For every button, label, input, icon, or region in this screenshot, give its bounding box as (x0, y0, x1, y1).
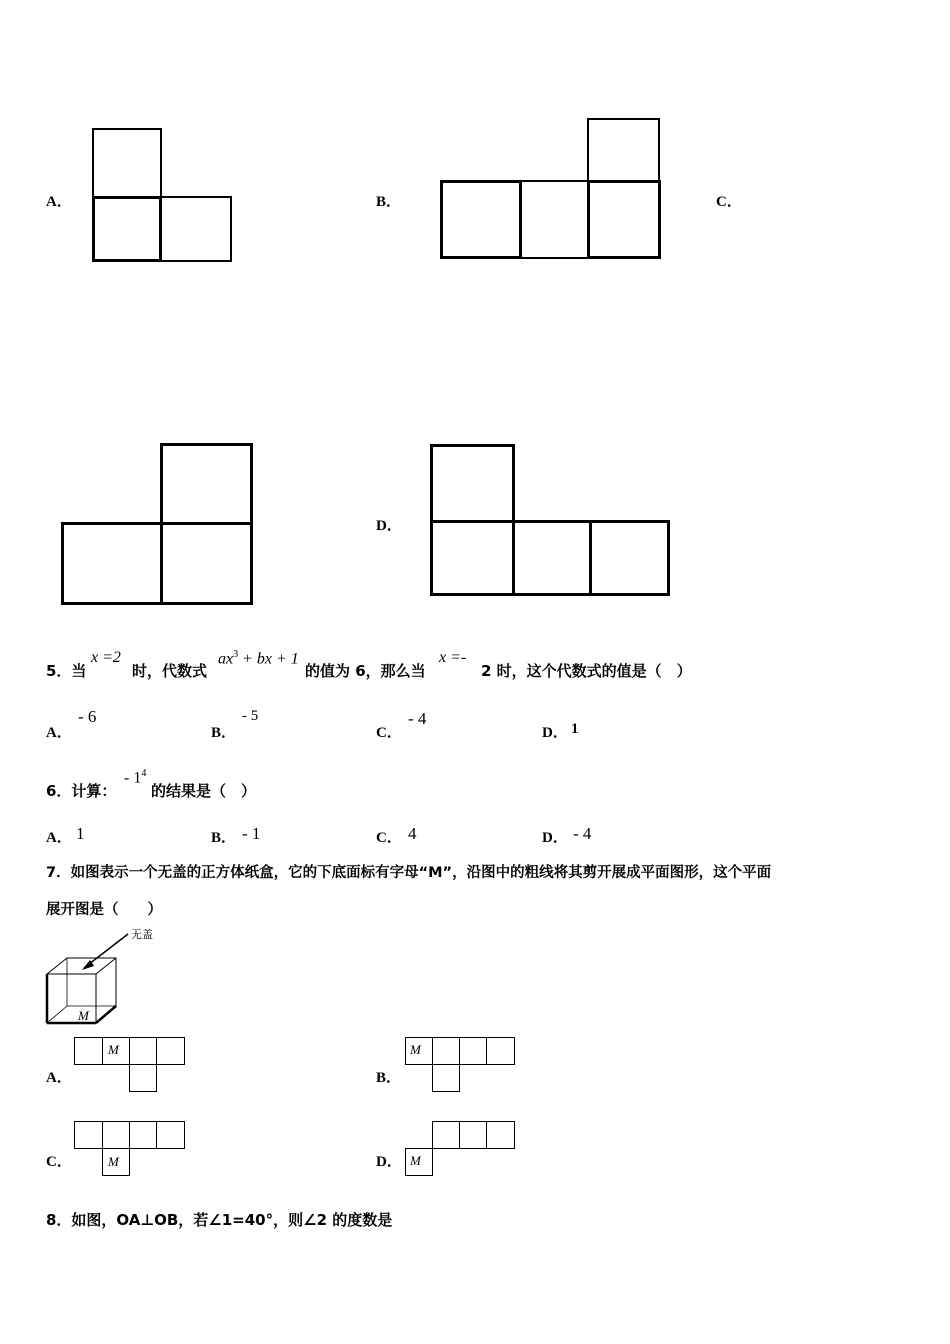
q7-lid-label: 无盖 (131, 928, 153, 941)
q5-option-a-value: - 6 (78, 707, 97, 726)
q7-option-b-letter: M (410, 1042, 421, 1057)
q8-stem: 8．如图，OA⊥OB，若∠1=40°，则∠2 的度数是 (46, 1211, 393, 1229)
q6-option-b-value: - 1 (242, 824, 261, 843)
q4-option-c-label: C． (716, 194, 742, 210)
q5-condition-1: x =2 (91, 649, 121, 666)
q7-option-d-letter: M (410, 1153, 421, 1168)
q5-text-1: 时，代数式 (132, 662, 208, 680)
q4-option-d-label: D． (376, 518, 402, 534)
q6-expression: - $1^4$ (124, 768, 147, 787)
q5-option-c-value: - 4 (408, 709, 427, 728)
q7-option-c-letter: M (108, 1154, 119, 1169)
q5-text-3: 2 时，这个代数式的值是（ ） (481, 662, 692, 680)
q6-option-c-value: 4 (408, 824, 417, 843)
q5-expression: $ax^3$ + bx + 1 (218, 649, 299, 668)
q7-stem-line-2: 展开图是（ ） (46, 902, 162, 918)
q5-option-d-value: 1 (571, 721, 579, 737)
q6-option-d-value: - 4 (573, 824, 592, 843)
q5-condition-2: x =- (439, 649, 467, 666)
q5-text-2: 的值为 6，那么当 (305, 662, 426, 680)
q6-text-pre: 6．计算： (46, 782, 117, 800)
q4-option-a-label: A． (46, 194, 72, 210)
q7-option-a-letter: M (108, 1042, 119, 1057)
q7-stem-line-1: 7．如图表示一个无盖的正方体纸盒，它的下底面标有字母“M”，沿图中的粗线将其剪开展成平面图形，这个平面 (46, 865, 772, 881)
q5-number: 5．当 (46, 662, 87, 680)
q5-option-b-value: - 5 (242, 708, 259, 724)
q6-text-post: 的结果是（ ） (151, 782, 257, 800)
q7-box-letter: M (78, 1008, 89, 1023)
q4-option-b-label: B． (376, 194, 402, 210)
q6-option-a-value: 1 (76, 824, 85, 843)
